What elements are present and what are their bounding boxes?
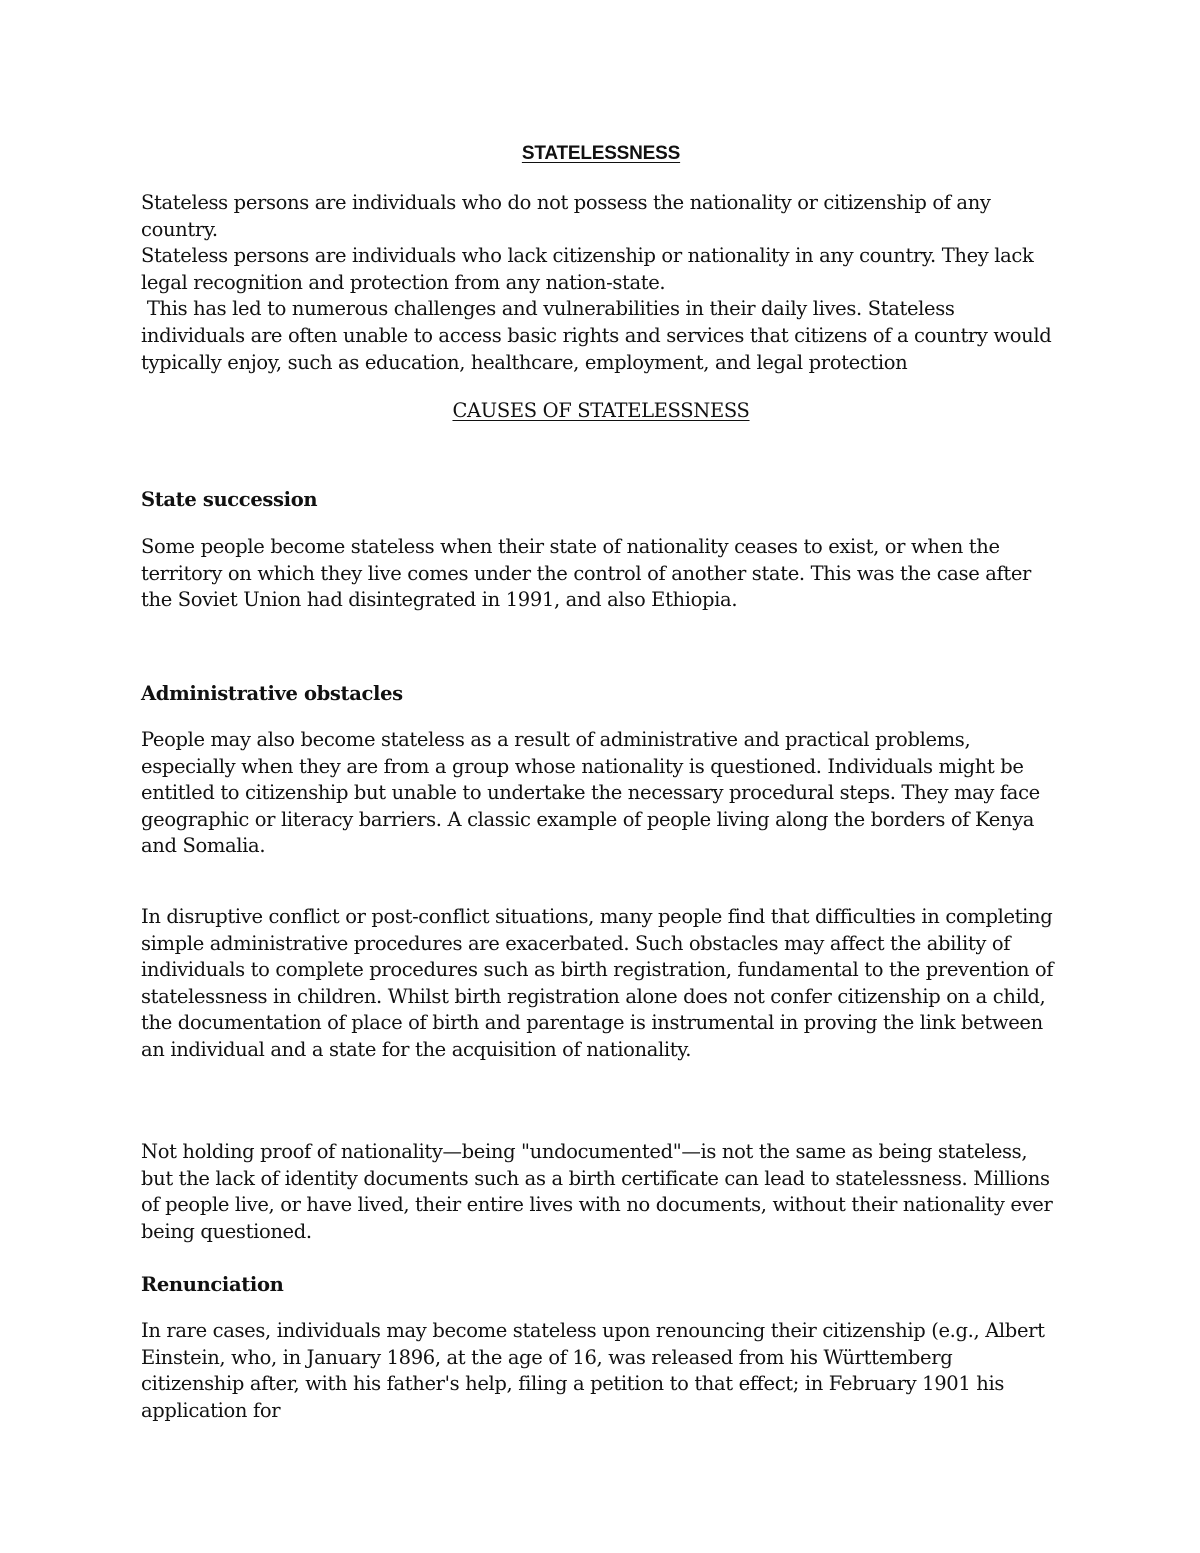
paragraph-state-succession: Some people become stateless when their state of nationality ceases to exist, or when the territory on which they live comes under the control of another state. This was the case after the Soviet Union had disintegrated in 1991, and also Ethiopia.	[141, 535, 1032, 612]
intro-line-2: Stateless persons are individuals who lack citizenship or nationality in any country. They lack legal recognition and protection from any nation-state.	[141, 244, 1034, 294]
document-title: STATELESSNESS	[521, 143, 681, 164]
intro-line-1: Stateless persons are individuals who do not possess the nationality or citizenship of any country.	[141, 191, 991, 241]
paragraph-administrative-obstacles-1: People may also become stateless as a result of administrative and practical problems, especially when they are from a group whose nationality is questioned. Individuals might be entitled to citizenship but unable to undertake the necessary procedural steps. They may face geographic or literacy barriers. A classic example of people living along the borders of Kenya and Somalia.	[141, 728, 1040, 858]
heading-administrative-obstacles: Administrative obstacles	[141, 682, 403, 705]
intro-line-3: This has led to numerous challenges and vulnerabilities in their daily lives. Stateless individuals are often unable to access basic rights and services that citizens of a country would typically enjoy, such as education, healthcare, employment, and legal protection	[141, 297, 1058, 374]
paragraph-administrative-obstacles-2: In disruptive conflict or post-conflict situations, many people find that difficulties in completing simple administrative procedures are exacerbated. Such obstacles may affect the ability of individuals to complete procedures such as birth registration, fundamental to the prevention of statelessness in children. Whilst birth registration alone does not confer citizenship on a child, the documentation of place of birth and parentage is instrumental in proving the link between an individual and a state for the acquisition of nationality.	[141, 905, 1054, 1061]
heading-renunciation: Renunciation	[141, 1273, 284, 1296]
paragraph-renunciation: In rare cases, individuals may become stateless upon renouncing their citizenship (e.g., Albert Einstein, who, in January 1896, at the age of 16, was released from his Württemberg citizenship after, with his father's help, filing a petition to that effect; in February 1901 his application for	[141, 1319, 1045, 1422]
causes-title: CAUSES OF STATELESSNESS	[452, 399, 750, 422]
paragraph-administrative-obstacles-3: Not holding proof of nationality—being "undocumented"—is not the same as being stateless, but the lack of identity documents such as a birth certificate can lead to statelessness. Millions of people live, or have lived, their entire lives with no documents, without their nationality ever being questioned.	[141, 1140, 1053, 1243]
heading-state-succession: State succession	[141, 488, 318, 511]
intro-paragraph	[141, 190, 1061, 376]
